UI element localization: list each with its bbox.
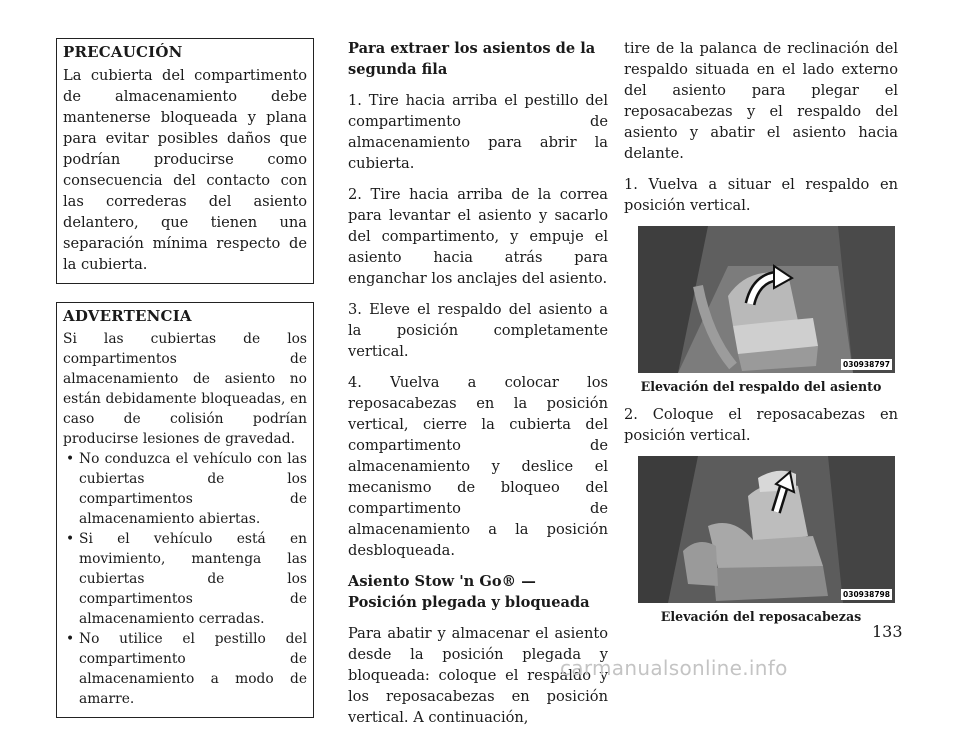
warning-bullet: • Si el vehículo está en movimiento, mantenga las cubiertas de los compartimentos de almacenamiento cerradas. xyxy=(63,529,307,629)
caution-title: PRECAUCIÓN xyxy=(63,43,183,61)
headrest-illustration xyxy=(638,456,895,603)
seatback-figure xyxy=(638,226,895,373)
warning-box xyxy=(56,302,314,718)
step-paragraph: 3. Eleve el respaldo del asiento a la posición completamente vertical. xyxy=(348,301,608,360)
warning-list xyxy=(63,449,307,709)
step-paragraph: 1. Tire hacia arriba el pestillo del compartimento de almacenamiento para abrir la cubierta. xyxy=(348,92,608,172)
figure-code: 030938798 xyxy=(843,590,890,599)
warning-title: ADVERTENCIA xyxy=(63,307,192,325)
headrest-figure xyxy=(638,456,895,603)
section-heading-remove-seats: Para extraer los asientos de la segunda fila xyxy=(348,40,596,78)
continuation-paragraph: tire de la palanca de reclinación del respaldo situada en el lado externo del asiento para plegar el reposacabezas y el respaldo del asiento y abatir el asiento hacia delante. xyxy=(624,40,898,162)
intro-paragraph: Para abatir y almacenar el asiento desde la posición plegada y bloqueada: coloque el respaldo y los reposacabezas en posición vertical. A continuación, xyxy=(348,625,608,726)
figure-code: 030938797 xyxy=(843,360,890,369)
warning-text: Si las cubiertas de los compartimentos de almacenamiento de asiento no están debidamente bloqueadas, en caso de colisión podrían producirse lesiones de gravedad. xyxy=(63,331,307,447)
page-number: 133 xyxy=(872,622,903,641)
step-paragraph: 2. Tire hacia arriba de la correa para levantar el asiento y sacarlo del compartimento, y empuje el asiento hacia atrás para enganchar los anclajes del asiento. xyxy=(348,186,608,287)
caution-box xyxy=(56,38,314,284)
watermark: carmanualsonline.info xyxy=(560,656,788,680)
caution-text: La cubierta del compartimento de almacenamiento debe mantenerse bloqueada y plana para evitar posibles daños que podrían producirse como consecuencia del contacto con las correderas del asiento delantero, que tienen una separación mínima respecto de la cubierta. xyxy=(63,67,307,273)
figure-caption: Elevación del respaldo del asiento xyxy=(640,379,882,394)
figure-caption: Elevación del reposacabezas xyxy=(660,609,862,624)
step-paragraph: 4. Vuelva a colocar los reposacabezas en la posición vertical, cierre la cubierta del compartimento de almacenamiento y deslice el mecanismo de bloqueo del compartimento de almacenamiento a la posición desbloqueada. xyxy=(348,374,608,559)
middle-column xyxy=(348,38,608,738)
step-paragraph: 1. Vuelva a situar el respaldo en posición vertical. xyxy=(624,176,898,214)
step-paragraph: 2. Coloque el reposacabezas en posición vertical. xyxy=(624,406,898,444)
right-column xyxy=(624,38,898,634)
warning-bullet: • No conduzca el vehículo con las cubiertas de los compartimentos de almacenamiento abiertas. xyxy=(63,449,307,529)
section-heading-stow-n-go: Asiento Stow 'n Go® — Posición plegada y bloqueada xyxy=(348,573,590,611)
left-column xyxy=(56,38,314,718)
warning-bullet: • No utilice el pestillo del compartimento de almacenamiento a modo de amarre. xyxy=(63,629,307,709)
seatback-illustration xyxy=(638,226,895,373)
